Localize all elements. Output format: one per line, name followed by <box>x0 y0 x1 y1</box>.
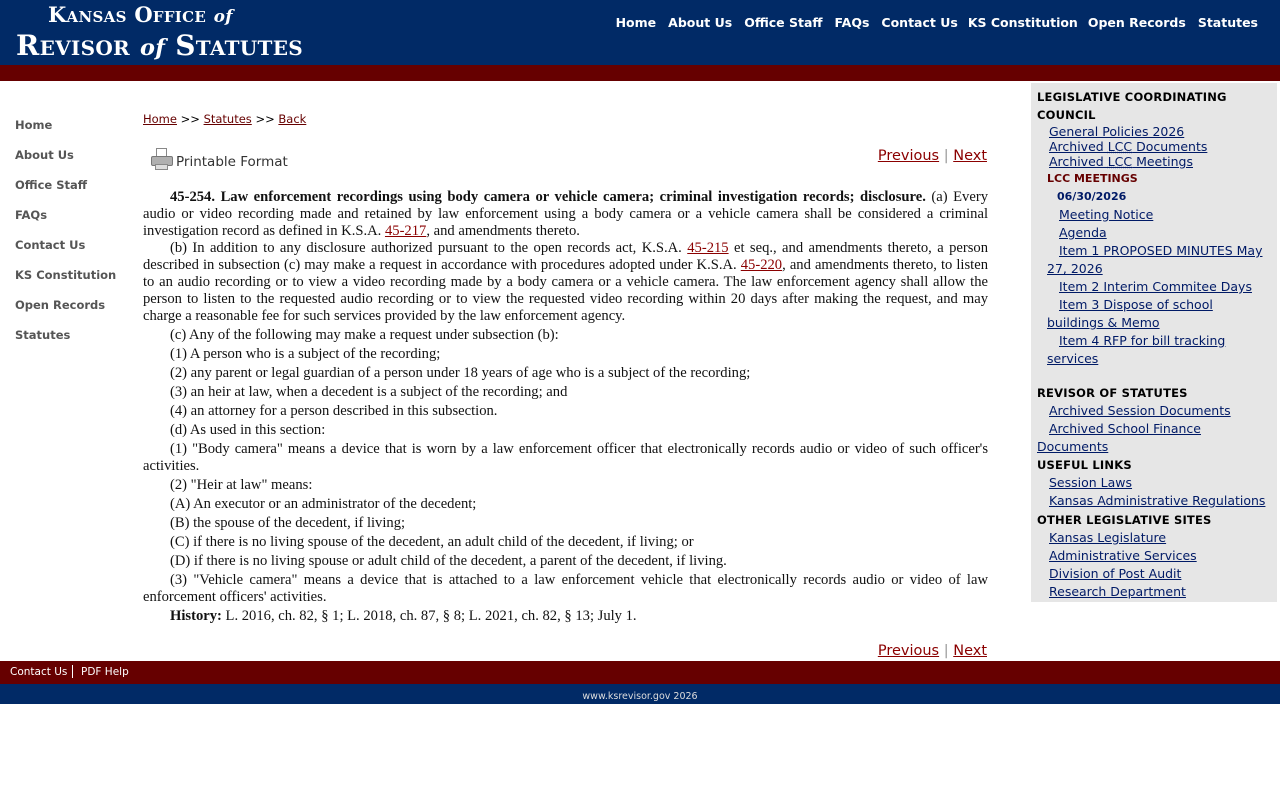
next-link[interactable]: Next <box>953 643 987 659</box>
sidebar-link-research-department[interactable]: Research Department <box>1049 584 1186 599</box>
breadcrumb-separator: >> <box>255 112 275 126</box>
logo-line-1: Kansas Office of <box>48 2 233 27</box>
pager-top <box>878 148 987 164</box>
statute-paragraph-a: 45-254. Law enforcement recordings using body camera or vehicle camera; criminal investigation records; disclosure. (a) Every audio or video recording made and retained by law enforcement using a body camera or a vehicle camera shall be considered a criminal investigation record as defined in K.S.A. 45-217, and amendments thereto. <box>143 189 988 239</box>
pager-separator: | <box>943 148 949 164</box>
printable-format-link[interactable] <box>150 146 288 172</box>
pager-separator: | <box>943 643 949 659</box>
statute-paragraph-c4: (4) an attorney for a person described in this subsection. <box>170 403 498 419</box>
footer-contact-us-link[interactable]: Contact Us <box>10 666 68 678</box>
statute-paragraph-d2: (2) "Heir at law" means: <box>170 477 313 493</box>
sidebar-link-general-policies[interactable]: General Policies 2026 <box>1049 124 1185 139</box>
previous-link[interactable]: Previous <box>877 643 940 659</box>
statute-paragraph-dB: (B) the spouse of the decedent, if living; <box>170 515 406 531</box>
site-header <box>0 0 1280 65</box>
left-nav-office-staff[interactable]: Office Staff <box>15 178 88 192</box>
next-link[interactable]: Next <box>953 148 987 164</box>
sidebar-heading-other-sites: OTHER LEGISLATIVE SITES <box>1037 513 1212 527</box>
top-nav <box>604 15 1258 30</box>
top-nav-ks-constitution[interactable]: KS Constitution <box>967 15 1078 30</box>
statute-link-45-220[interactable]: 45-220 <box>740 257 783 273</box>
top-nav-office-staff[interactable]: Office Staff <box>744 15 823 30</box>
left-nav-faqs[interactable]: FAQs <box>15 208 48 222</box>
breadcrumb-home[interactable]: Home <box>143 112 177 126</box>
left-nav-home[interactable]: Home <box>15 118 53 132</box>
sidebar-link-administrative-services[interactable]: Administrative Services <box>1049 548 1197 563</box>
statute-paragraph-c: (c) Any of the following may make a request under subsection (b): <box>170 327 559 343</box>
statute-paragraph-c2: (2) any parent or legal guardian of a person under 18 years of age who is a subject of the recording; <box>170 365 751 381</box>
sidebar-heading-useful-links: USEFUL LINKS <box>1037 458 1132 472</box>
printable-format-label: Printable Format <box>176 154 288 170</box>
statute-paragraph-dA: (A) An executor or an administrator of the decedent; <box>170 496 477 512</box>
sidebar-link-session-laws[interactable]: Session Laws <box>1049 475 1133 490</box>
statute-link-45-217[interactable]: 45-217 <box>384 223 427 239</box>
statute-paragraph-c1: (1) A person who is a subject of the recording; <box>170 346 441 362</box>
breadcrumb-statutes[interactable]: Statutes <box>203 112 252 126</box>
top-nav-home[interactable]: Home <box>615 15 657 30</box>
sidebar-link-item-4[interactable]: Item 4 RFP for bill tracking services <box>1047 333 1226 366</box>
sidebar-heading-lcc: LEGISLATIVE COORDINATING COUNCIL <box>1037 90 1227 122</box>
statute-paragraph-d1: (1) "Body camera" means a device that is worn by a law enforcement officer that electronically records audio or video of such officer's activities. <box>143 441 988 474</box>
top-nav-statutes[interactable]: Statutes <box>1197 15 1258 30</box>
left-nav <box>15 118 116 358</box>
right-sidebar <box>1031 83 1277 602</box>
sidebar-link-archived-lcc-meetings[interactable]: Archived LCC Meetings <box>1049 154 1193 169</box>
sidebar-link-division-of-post-audit[interactable]: Division of Post Audit <box>1049 566 1182 581</box>
sidebar-heading-revisor: REVISOR OF STATUTES <box>1037 386 1188 400</box>
footer-links-bar <box>0 661 1280 684</box>
top-nav-contact-us[interactable]: Contact Us <box>881 15 958 30</box>
left-nav-statutes[interactable]: Statutes <box>15 328 71 342</box>
statute-title: Law enforcement recordings using body camera or vehicle camera; criminal investigation records; disclosure. <box>220 189 926 205</box>
statute-link-45-215[interactable]: 45-215 <box>687 240 729 256</box>
history-label: History: <box>170 608 222 624</box>
left-nav-open-records[interactable]: Open Records <box>15 298 106 312</box>
top-nav-open-records[interactable]: Open Records <box>1087 15 1186 30</box>
statute-text <box>143 189 988 625</box>
sidebar-link-item-1[interactable]: Item 1 PROPOSED MINUTES May 27, 2026 <box>1047 243 1263 276</box>
statute-paragraph-dC: (C) if there is no living spouse of the decedent, an adult child of the decedent, if living; or <box>170 534 694 550</box>
statute-paragraph-dD: (D) if there is no living spouse or adult child of the decedent, a parent of the decedent, if living. <box>170 553 727 569</box>
pager-bottom <box>878 643 987 659</box>
sidebar-link-item-2[interactable]: Item 2 Interim Commitee Days <box>1059 279 1252 294</box>
header-accent-bar <box>0 65 1280 81</box>
sidebar-link-archived-lcc-documents[interactable]: Archived LCC Documents <box>1049 139 1208 154</box>
logo-line-2: Revisor of Statutes <box>16 29 304 62</box>
left-nav-ks-constitution[interactable]: KS Constitution <box>15 268 117 282</box>
statute-history: History: L. 2016, ch. 82, § 1; L. 2018, ch. 87, § 8; L. 2021, ch. 82, § 13; July 1. <box>170 608 637 624</box>
sidebar-link-archived-school-finance[interactable]: Archived School Finance Documents <box>1037 421 1201 454</box>
sidebar-link-meeting-notice[interactable]: Meeting Notice <box>1059 207 1154 222</box>
statute-paragraph-d: (d) As used in this section: <box>170 422 326 438</box>
footer-copyright: www.ksrevisor.gov 2026 <box>582 691 698 702</box>
statute-paragraph-b: (b) In addition to any disclosure authorized pursuant to the open records act, K.S.A. 45-215 et seq., and amendments thereto, a person described in subsection (c) may make a request in accordance with procedures adopted under K.S.A. 45-220, and amendments thereto, to listen to an audio recording or to view a video recording made by a body camera or a vehicle camera. The law enforcement agency shall allow the person to listen to the requested audio recording or to view the requested video recording within 20 days after making the request, and may charge a reasonable fee for such services provided by the law enforcement agency. <box>143 240 988 324</box>
sidebar-link-kansas-legislature[interactable]: Kansas Legislature <box>1049 530 1167 545</box>
previous-link[interactable]: Previous <box>877 148 940 164</box>
top-nav-about-us[interactable]: About Us <box>668 15 733 30</box>
footer-copyright-bar <box>0 684 1280 704</box>
left-nav-contact-us[interactable]: Contact Us <box>15 238 86 252</box>
sidebar-link-item-3[interactable]: Item 3 Dispose of school buildings & Memo <box>1047 297 1213 330</box>
breadcrumb-separator: >> <box>180 112 200 126</box>
footer-divider <box>72 665 73 678</box>
breadcrumb-back[interactable]: Back <box>278 112 307 126</box>
sidebar-subheading-lcc-meetings: LCC MEETINGS <box>1047 172 1138 185</box>
statute-paragraph-c3: (3) an heir at law, when a decedent is a subject of the recording; and <box>170 384 568 400</box>
statute-number: 45-254. <box>170 189 215 205</box>
printer-icon <box>150 146 174 172</box>
statute-paragraph-d3: (3) "Vehicle camera" means a device that is attached to a law enforcement vehicle that electronically records audio or video of law enforcement officers' activities. <box>143 572 988 605</box>
sidebar-link-kansas-admin-regulations[interactable]: Kansas Administrative Regulations <box>1049 493 1266 508</box>
left-nav-about-us[interactable]: About Us <box>15 148 74 162</box>
breadcrumb <box>143 112 306 126</box>
sidebar-link-agenda[interactable]: Agenda <box>1059 225 1107 240</box>
sidebar-link-archived-session-documents[interactable]: Archived Session Documents <box>1049 403 1231 418</box>
meeting-date: 06/30/2026 <box>1057 190 1127 203</box>
footer-pdf-help-link[interactable]: PDF Help <box>81 666 129 678</box>
top-nav-faqs[interactable]: FAQs <box>834 15 870 30</box>
